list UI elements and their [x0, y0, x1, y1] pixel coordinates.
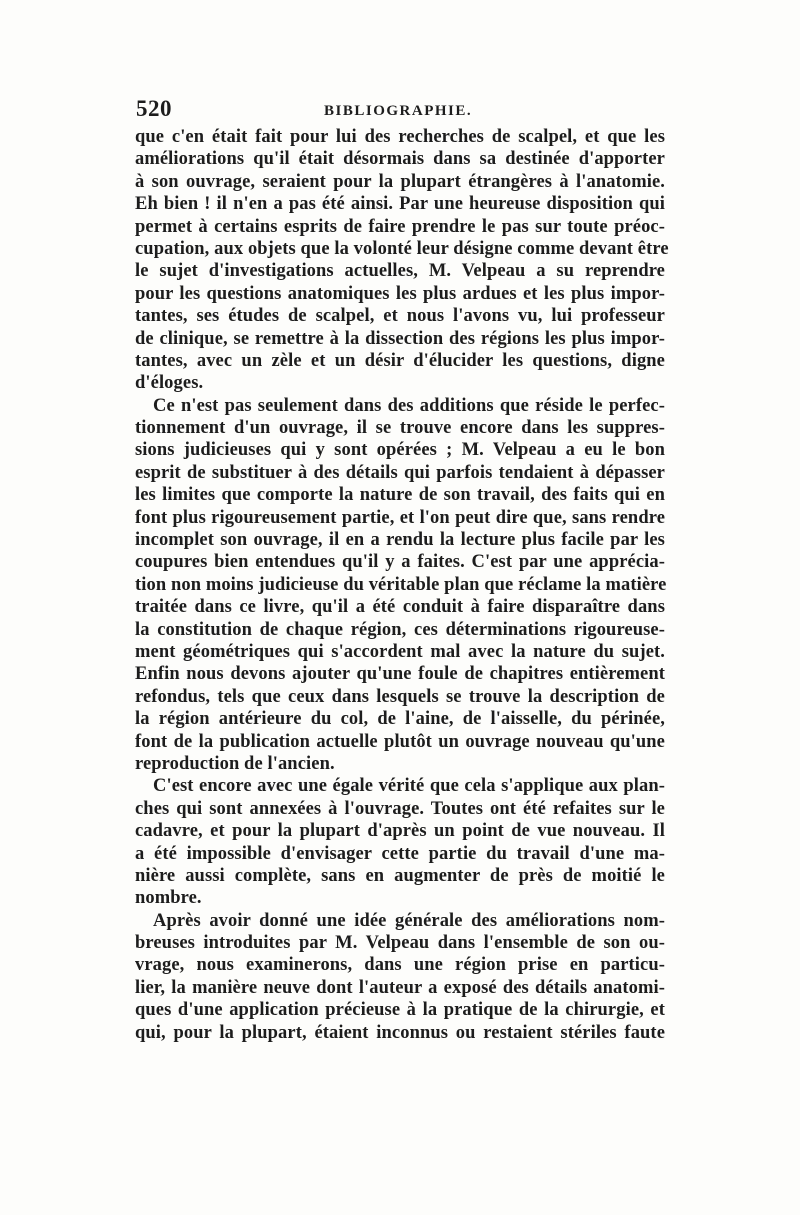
text-line: cadavre, et pour la plupart d'après un point de vue nouveau. Il: [135, 821, 665, 842]
text-line: cupation, aux objets que la volonté leur désigne comme devant être: [135, 238, 669, 259]
text-line: nière aussi complète, sans en augmenter de près de moitié le: [135, 865, 665, 886]
text-line: sions judicieuses qui y sont opérées ; M. Velpeau a eu le bon: [135, 440, 665, 461]
text-line: de clinique, se remettre à la dissection des régions les plus impor-: [135, 328, 665, 349]
text-line: a été impossible d'envisager cette partie du travail d'une ma-: [135, 843, 665, 864]
text-line: les limites que comporte la nature de son travail, des faits qui en: [135, 485, 665, 506]
text-line: tantes, avec un zèle et un désir d'élucider les questions, digne: [135, 350, 665, 371]
text-line: améliorations qu'il était désormais dans sa destinée d'apporter: [135, 149, 665, 170]
text-line: reproduction de l'ancien.: [135, 753, 335, 774]
text-line: breuses introduites par M. Velpeau dans l'ensemble de son ou-: [135, 933, 665, 954]
text-line: esprit de substituer à des détails qui parfois tendaient à dépasser: [135, 462, 665, 483]
text-line: C'est encore avec une égale vérité que cela s'applique aux plan-: [153, 776, 665, 797]
text-line: ques d'une application précieuse à la pratique de la chirurgie, et: [135, 1000, 665, 1021]
text-line: lier, la manière neuve dont l'auteur a exposé des détails anatomi-: [135, 977, 665, 998]
text-line: la région antérieure du col, de l'aine, de l'aisselle, du périnée,: [135, 709, 665, 730]
text-line: la constitution de chaque région, ces déterminations rigoureuse-: [135, 619, 665, 640]
text-line: pour les questions anatomiques les plus ardues et les plus impor-: [135, 283, 665, 304]
text-line: qui, pour la plupart, étaient inconnus ou restaient stériles faute: [135, 1022, 665, 1043]
text-line: vrage, nous examinerons, dans une région prise en particu-: [135, 955, 665, 976]
text-line: tion non moins judicieuse du véritable plan que réclame la matière: [135, 574, 667, 595]
page-header: [136, 96, 666, 126]
text-line: le sujet d'investigations actuelles, M. Velpeau a su reprendre: [135, 261, 665, 282]
paragraph: [135, 910, 665, 1044]
text-line: nombre.: [135, 888, 202, 909]
paragraph: [135, 775, 665, 909]
text-line: ches qui sont annexées à l'ouvrage. Toutes ont été refaites sur le: [135, 798, 665, 819]
text-line: Eh bien ! il n'en a pas été ainsi. Par une heureuse disposition qui: [135, 194, 665, 215]
text-line: à son ouvrage, seraient pour la plupart étrangères à l'anatomie.: [135, 171, 665, 192]
text-line: tionnement d'un ouvrage, il se trouve encore dans les suppres-: [135, 418, 665, 439]
body-text: [135, 126, 669, 1044]
running-title: BIBLIOGRAPHIE.: [324, 103, 473, 119]
paragraph: [135, 126, 669, 395]
text-line: permet à certains esprits de faire prendre le pas sur toute préoc-: [135, 216, 665, 237]
text-line: Après avoir donné une idée générale des améliorations nom-: [153, 910, 665, 931]
text-line: Ce n'est pas seulement dans des additions que réside le perfec-: [153, 395, 665, 416]
text-line: refondus, tels que ceux dans lesquels se trouve la description de: [135, 686, 665, 707]
text-line: coupures bien entendues qu'il y a faites. C'est par une apprécia-: [135, 552, 665, 573]
text-line: incomplet son ouvrage, il en a rendu la lecture plus facile par les: [135, 530, 665, 551]
text-line: traitée dans ce livre, qu'il a été conduit à faire disparaître dans: [135, 597, 665, 618]
page-number: 520: [136, 96, 172, 121]
text-line: font de la publication actuelle plutôt un ouvrage nouveau qu'une: [135, 731, 665, 752]
paragraph: [135, 395, 665, 776]
text-line: d'éloges.: [135, 373, 204, 394]
text-line: ment géométriques qui s'accordent mal avec la nature du sujet.: [135, 641, 665, 662]
text-line: tantes, ses études de scalpel, et nous l'avons vu, lui professeur: [135, 306, 665, 327]
text-line: que c'en était fait pour lui des recherches de scalpel, et que les: [135, 127, 665, 147]
text-line: Enfin nous devons ajouter qu'une foule de chapitres entièrement: [135, 664, 665, 685]
text-line: font plus rigoureusement partie, et l'on peut dire que, sans rendre: [135, 507, 665, 528]
